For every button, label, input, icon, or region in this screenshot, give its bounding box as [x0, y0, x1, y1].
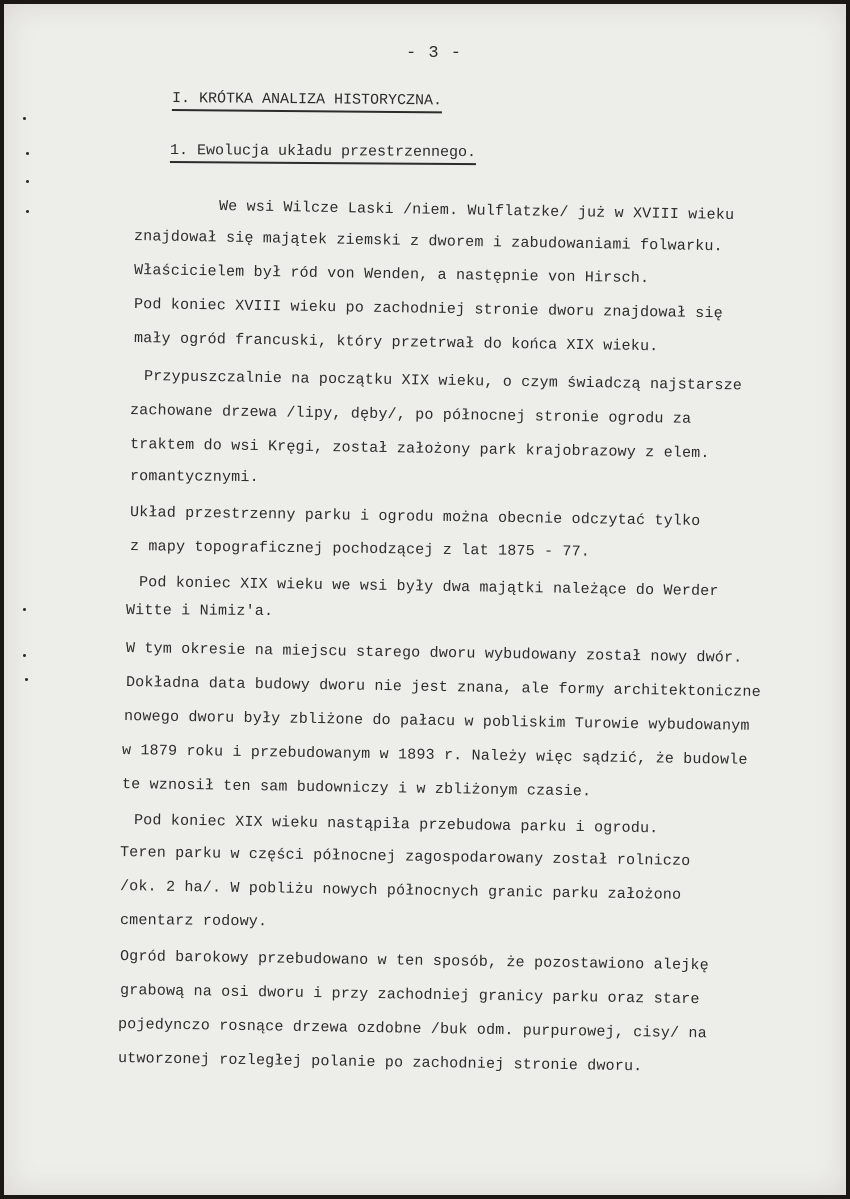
margin-dot — [26, 152, 29, 155]
text-line: grabową na osi dworu i przy zachodniej granicy parku oraz stare — [119, 982, 700, 1009]
text-line: traktem do wsi Kręgi, został założony park krajobrazowy z elem. — [129, 436, 710, 463]
text-line: pojedynczo rosnące drzewa ozdobne /buk odm. purpurowej, cisy/ na — [117, 1016, 707, 1043]
margin-dot — [26, 210, 29, 213]
text-line: mały ogród francuski, który przetrwał do końca XIX wieku. — [133, 330, 659, 356]
text-line: Właścicielem był ród von Wenden, a następnie von Hirsch. — [133, 262, 650, 288]
text-line: Dokładna data budowy dworu nie jest znana, ale formy architektoniczne — [125, 674, 761, 701]
text-line: Pod koniec XIX wieku nastąpiła przebudowa parku i ogrodu. — [133, 812, 659, 838]
text-line: Układ przestrzenny parku i ogrodu można obecnie odczytać tylko — [129, 504, 701, 530]
text-line: Przypuszczalnie na początku XIX wieku, o czym świadczą najstarsze — [143, 368, 743, 395]
text-line: z mapy topograficznej pochodzącej z lat 1875 - 77. — [129, 538, 591, 561]
text-line: romantycznymi. — [129, 468, 259, 487]
margin-dot — [23, 117, 26, 120]
document-page — [4, 4, 846, 1195]
text-line: utworzonej rozległej polanie po zachodniej stronie dworu. — [117, 1050, 643, 1076]
text-line: Ogród barokowy przebudowano w ten sposób, że pozostawiono alejkę — [119, 948, 709, 975]
text-line: /ok. 2 ha/. W pobliżu nowych północnych granic parku założono — [119, 878, 682, 904]
text-line: Teren parku w części północnej zagospodarowany został rolniczo — [119, 844, 691, 870]
subsection-title: 1. Ewolucja układu przestrzennego. — [169, 142, 477, 162]
text-line: Pod koniec XIX wieku we wsi były dwa majątki należące do Werder — [138, 574, 719, 601]
margin-dot — [23, 654, 26, 657]
text-line: cmentarz rodowy. — [119, 912, 268, 931]
text-line: W tym okresie na miejscu starego dworu wybudowany został nowy dwór. — [125, 640, 743, 667]
text-line: nowego dworu były zbliżone do pałacu w pobliskim Turowie wybudowanym — [123, 708, 750, 735]
text-line: Pod koniec XVIII wieku po zachodniej stronie dworu znajdował się — [133, 296, 723, 323]
text-line: We wsi Wilcze Laski /niem. Wulflatzke/ już w XVIII wieku — [218, 198, 735, 224]
margin-dot — [26, 180, 29, 183]
margin-dot — [25, 678, 28, 681]
text-line: znajdował się majątek ziemski z dworem i zabudowaniami folwarku. — [133, 228, 723, 256]
text-line: zachowane drzewa /lipy, dęby/, po północnej stronie ogrodu za — [129, 402, 692, 428]
margin-dot — [23, 608, 26, 611]
text-line: te wznosił ten sam budowniczy i w zbliżonym czasie. — [121, 776, 592, 801]
text-line: Witte i Nimiz'a. — [125, 602, 274, 621]
page-number: - 3 - — [405, 44, 462, 63]
text-line: w 1879 roku i przebudowanym w 1893 r. Należy więc sądzić, że budowle — [121, 742, 748, 769]
section-title: I. KRÓTKA ANALIZA HISTORYCZNA. — [171, 90, 443, 110]
